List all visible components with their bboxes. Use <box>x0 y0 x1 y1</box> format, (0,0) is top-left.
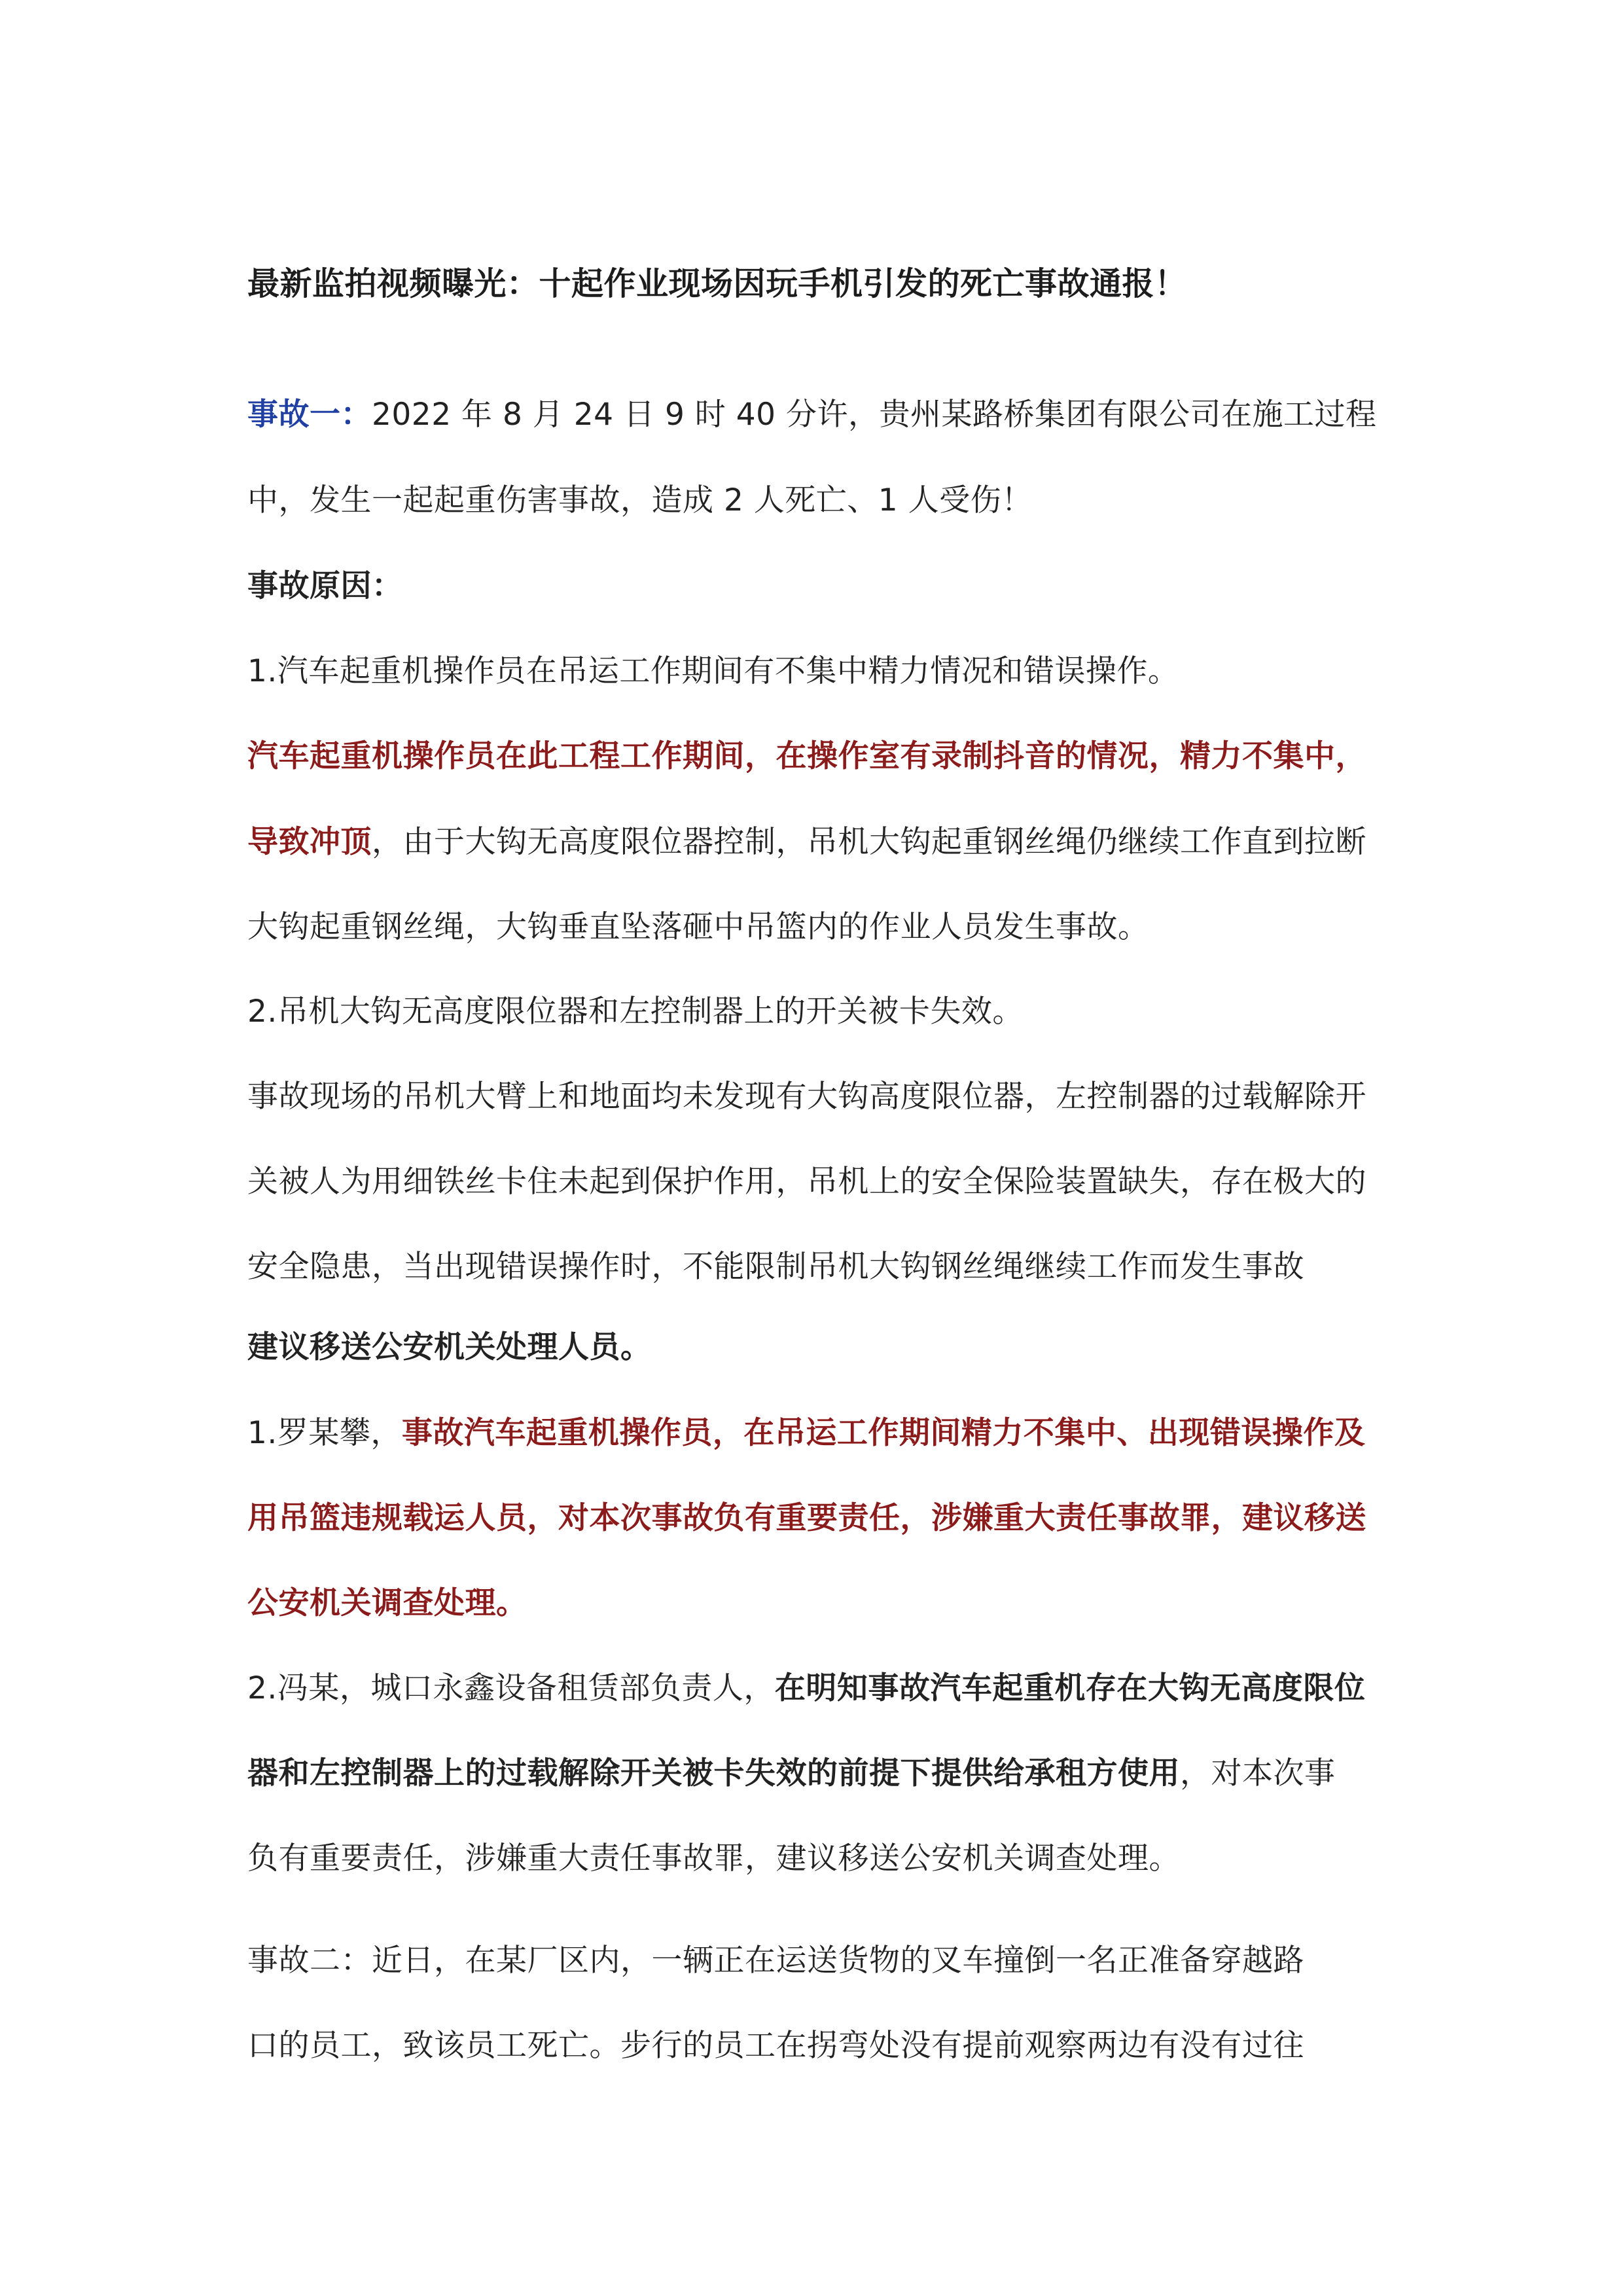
accident2-line2-serif: 口的员工，致该员工死亡。 <box>247 2028 620 2064</box>
accident1-intro-line2: 中，发生一起起重伤害事故，造成 2 人死亡、1 人受伤！ <box>247 482 1033 518</box>
person2-line2 <box>247 1754 1336 1793</box>
suggest-heading: 建议移送公安机关处理人员。 <box>247 1329 652 1365</box>
person2-prefix: 2.冯某，城口永鑫设备租赁部负责人， <box>247 1670 775 1706</box>
accident2-line1: 事故二：近日，在某厂区内，一辆正在运送货物的叉车撞倒一名正准备穿越路 <box>247 1943 1304 1979</box>
cause2-line1: 事故现场的吊机大臂上和地面均未发现有大钩高度限位器，左控制器的过载解除开 <box>247 1079 1366 1115</box>
person2-rest-line2: ，对本次事 <box>1180 1755 1336 1791</box>
accident1-label: 事故一： <box>247 397 372 433</box>
person1-red-line3: 公安机关调查处理。 <box>247 1585 527 1621</box>
accident2-line2 <box>247 2026 1304 2066</box>
cause2-line3: 安全隐患，当出现错误操作时，不能限制吊机大钩钢丝绳继续工作而发生事故 <box>247 1249 1304 1285</box>
person2-line1 <box>247 1669 1365 1708</box>
cause-heading: 事故原因： <box>247 568 403 604</box>
cause2-title: 2.吊机大钩无高度限位器和左控制器上的开关被卡失效。 <box>247 994 1024 1030</box>
cause1-title: 1.汽车起重机操作员在吊运工作期间有不集中精力情况和错误操作。 <box>247 653 1179 689</box>
document-title: 最新监拍视频曝光：十起作业现场因玩手机引发的死亡事故通报！ <box>247 265 1187 302</box>
cause1-red-line1: 汽车起重机操作员在此工程工作期间，在操作室有录制抖音的情况，精力不集中， <box>247 738 1366 774</box>
accident1-intro-text: 2022 年 8 月 24 日 9 时 40 分许，贵州某路桥集团有限公司在施工过程 <box>372 397 1377 433</box>
cause1-rest-line2: ，由于大钩无高度限位器控制，吊机大钩起重钢丝绳仍继续工作直到拉断 <box>372 824 1366 860</box>
person1-red-line1: 事故汽车起重机操作员，在吊运工作期间精力不集中、出现错误操作及 <box>401 1415 1366 1451</box>
person1-red-line2: 用吊篮违规载运人员，对本次事故负有重要责任，涉嫌重大责任事故罪，建议移送 <box>247 1500 1366 1536</box>
accident2-line2-rest: 步行的员工在拐弯处没有提前观察两边有没有过往 <box>620 2028 1304 2064</box>
cause2-line2: 关被人为用细铁丝卡住未起到保护作用，吊机上的安全保险装置缺失，存在极大的 <box>247 1164 1366 1200</box>
person1-prefix: 1.罗某攀， <box>247 1415 402 1451</box>
person1-line1 <box>247 1414 1365 1453</box>
cause1-line3: 大钩起重钢丝绳，大钩垂直坠落砸中吊篮内的作业人员发生事故。 <box>247 909 1149 945</box>
person2-bold-line1: 在明知事故汽车起重机存在大钩无高度限位 <box>774 1670 1366 1706</box>
cause1-line2 <box>247 823 1366 862</box>
person2-line3: 负有重要责任，涉嫌重大责任事故罪，建议移送公安机关调查处理。 <box>247 1840 1180 1876</box>
cause1-red-phrase: 导致冲顶 <box>247 824 372 860</box>
accident1-intro-line1 <box>247 395 1377 435</box>
person2-bold-line2: 器和左控制器上的过载解除开关被卡失效的前提下提供给承租方使用 <box>247 1755 1180 1791</box>
